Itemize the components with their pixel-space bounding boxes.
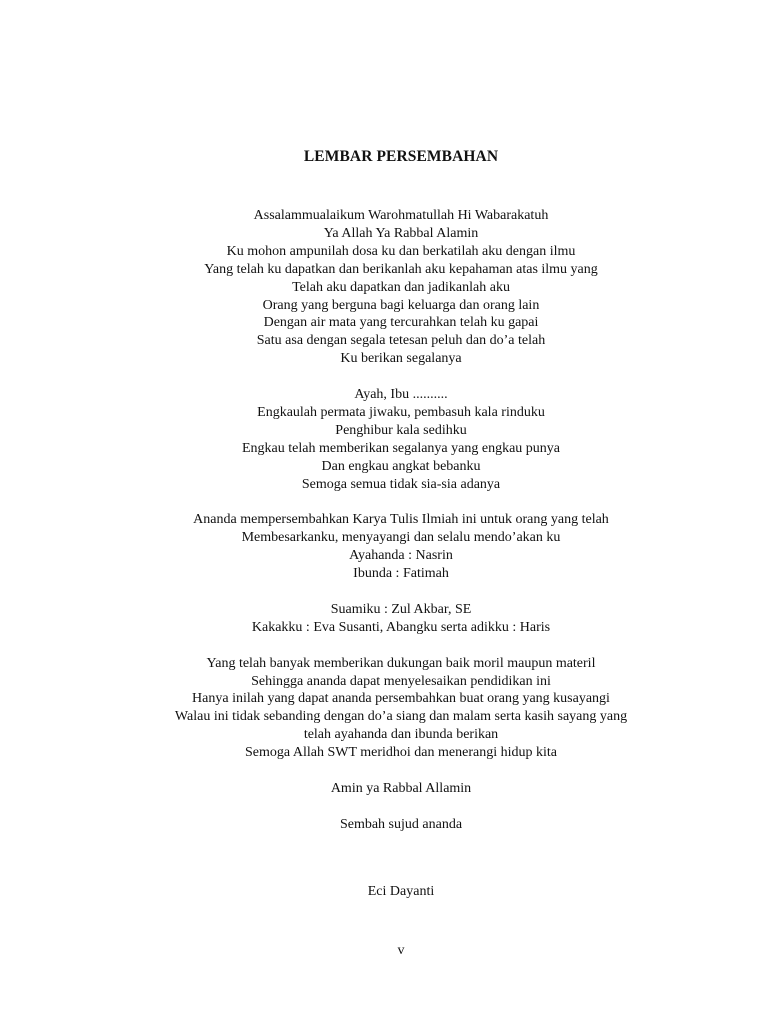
stanza-dedication — [0, 511, 768, 583]
stanza-closing — [0, 816, 768, 834]
text-line: Dengan air mata yang tercurahkan telah ku gapai — [263, 315, 539, 331]
text-line: telah ayahanda dan ibunda berikan — [303, 727, 499, 743]
text-line: Ayah, Ibu .......... — [354, 387, 448, 403]
text-line: Satu asa dengan segala tetesan peluh dan do’a telah — [256, 333, 546, 349]
text-line: Sehingga ananda dapat menyelesaikan pendidikan ini — [251, 673, 551, 689]
stanza-parents — [0, 386, 768, 493]
page-number: v — [397, 943, 405, 958]
text-line: Membesarkanku, menyayangi dan selalu mendo’akan ku — [241, 530, 561, 546]
dedication-text — [0, 207, 768, 852]
text-line: Sembah sujud ananda — [339, 816, 463, 832]
text-line: Engkaulah permata jiwaku, pembasuh kala rinduku — [257, 404, 545, 420]
text-line: Ibunda : Fatimah — [353, 566, 449, 582]
text-line: Ku mohon ampunilah dosa ku dan berkatilah aku dengan ilmu — [226, 243, 576, 259]
text-line: Amin ya Rabbal Allamin — [330, 780, 472, 796]
text-line: Penghibur kala sedihku — [335, 422, 467, 438]
text-line: Suamiku : Zul Akbar, SE — [330, 601, 472, 617]
text-line: Engkau telah memberikan segalanya yang engkau punya — [242, 440, 560, 456]
text-line: Semoga Allah SWT meridhoi dan menerangi hidup kita — [245, 745, 557, 761]
text-line: Orang yang berguna bagi keluarga dan orang lain — [262, 297, 540, 313]
text-line: Ayahanda : Nasrin — [349, 548, 453, 564]
page-title: LEMBAR PERSEMBAHAN — [303, 148, 499, 165]
text-line: Yang telah banyak memberikan dukungan baik moril maupun materil — [206, 655, 596, 671]
text-line: Semoga semua tidak sia-sia adanya — [301, 476, 501, 492]
stanza-amin — [0, 780, 768, 798]
author-signature: Eci Dayanti — [367, 884, 435, 899]
text-line: Hanya inilah yang dapat ananda persembahkan buat orang yang kusayangi — [192, 691, 610, 707]
text-line: Ya Allah Ya Rabbal Alamin — [323, 225, 479, 241]
text-line: Ananda mempersembahkan Karya Tulis Ilmiah ini untuk orang yang telah — [193, 512, 609, 528]
stanza-family — [0, 601, 768, 637]
text-line: Telah aku dapatkan dan jadikanlah aku — [292, 279, 510, 295]
text-line: Dan engkau angkat bebanku — [321, 458, 481, 474]
stanza-gratitude — [0, 655, 768, 762]
text-line: Assalammualaikum Warohmatullah Hi Wabarakatuh — [253, 208, 549, 223]
text-line: Yang telah ku dapatkan dan berikanlah aku kepahaman atas ilmu yang — [204, 261, 598, 277]
text-line: Ku berikan segalanya — [340, 351, 462, 367]
stanza-opening-prayer — [0, 207, 768, 368]
text-line: Kakakku : Eva Susanti, Abangku serta adikku : Haris — [251, 619, 551, 635]
text-line: Walau ini tidak sebanding dengan do’a siang dan malam serta kasih sayang yang — [174, 709, 628, 725]
